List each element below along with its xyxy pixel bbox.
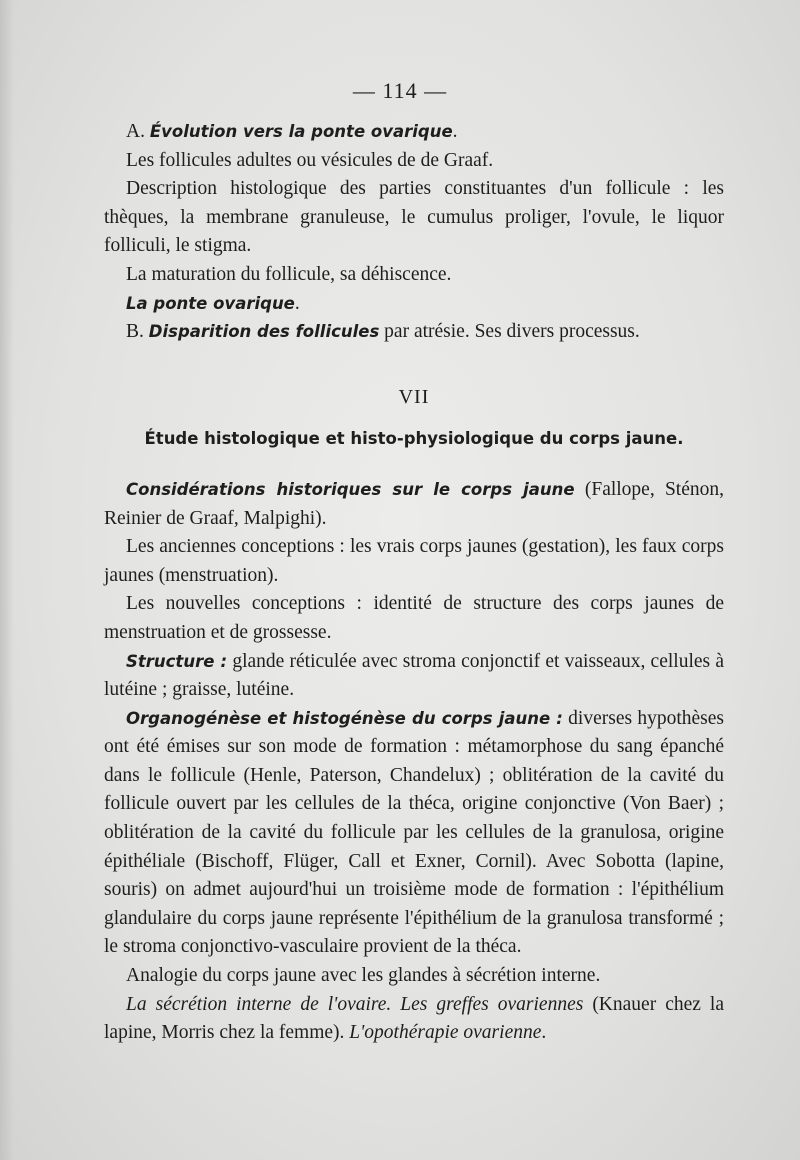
italic-term: L'opothérapie ovarienne (349, 1022, 542, 1044)
page-number: — 114 — (352, 78, 448, 103)
punct: . (541, 1022, 547, 1044)
text: diverses hypothèses ont été émises sur son mode de formation : métamorphose du sang épanché dans le follicule (Henle, Paterson, Chandelux) ; oblitération de la cavité du follicule ouvert par les cellules de la théca, origine conjonctive (Von Baer) ; oblitération de la cavité du follicule par les cellules de la granulosa, origine épithéliale (Bischoff, Flüger, Call et Exner, Cornil). Avec Sobotta (lapine, souris) on admet aujourd'hui un troisième mode de formation : l'épithélium glandulaire du corps jaune représente l'épithélium de la granulosa transformé ; le stroma conjonctivo-vasculaire provient de la théca. (104, 707, 724, 958)
page-body (104, 118, 724, 1048)
paragraph (104, 290, 724, 319)
section-a-title: Évolution vers la ponte ovarique (149, 122, 453, 141)
section-b-line (104, 318, 724, 347)
section-title (104, 425, 724, 454)
paragraph (104, 476, 724, 533)
bold-term: Organogénèse et histogénèse du corps jaune : (126, 708, 563, 728)
section-a-letter: A. (126, 121, 150, 142)
text: par atrésie. Ses divers processus. (379, 321, 640, 343)
text: glande réticulée avec stroma conjonctif et vaisseaux, cellules à lutéine ; graisse, lutéine. (104, 650, 724, 701)
bold-term: La ponte ovarique (126, 293, 295, 313)
italic-term: La sécrétion interne de l'ovaire. Les greffes ovariennes (126, 993, 584, 1015)
section-a-heading (104, 118, 724, 147)
bold-term: Structure : (126, 651, 228, 671)
paragraph: Les nouvelles conceptions : identité de structure des corps jaunes de menstruation et de grossesse. (104, 593, 724, 643)
paragraph: Les follicules adultes ou vésicules de de Graaf. (126, 149, 494, 171)
paragraph: Les anciennes conceptions : les vrais corps jaunes (gestation), les faux corps jaunes (menstruation). (104, 536, 724, 586)
punct: . (677, 429, 684, 449)
paragraph (104, 991, 724, 1048)
text: (Knauer chez la lapine, Morris chez la femme). (104, 993, 724, 1044)
section-b-letter: B. (126, 321, 149, 343)
section-number: VII (398, 385, 430, 408)
paragraph (104, 648, 724, 705)
paragraph: La maturation du follicule, sa déhiscence. (126, 263, 452, 285)
bold-term: Disparition des follicules (148, 322, 380, 342)
paragraph (104, 705, 724, 962)
paragraph: Analogie du corps jaune avec les glandes à sécrétion interne. (126, 965, 601, 987)
bold-term: Considérations historiques sur le corps jaune (126, 479, 575, 499)
page-edge-shadow (0, 0, 14, 1160)
punct: . (452, 121, 458, 142)
section-title-text: Étude histologique et histo-physiologique du corps jaune (144, 429, 678, 449)
text: (Fallope, Sténon, Reinier de Graaf, Malpighi). (104, 478, 724, 529)
paragraph: Description histologique des parties constituantes d'un follicule : les thèques, la membrane granuleuse, le cumulus proliger, l'ovule, le liquor folliculi, le stigma. (104, 178, 724, 257)
punct: . (294, 292, 300, 314)
